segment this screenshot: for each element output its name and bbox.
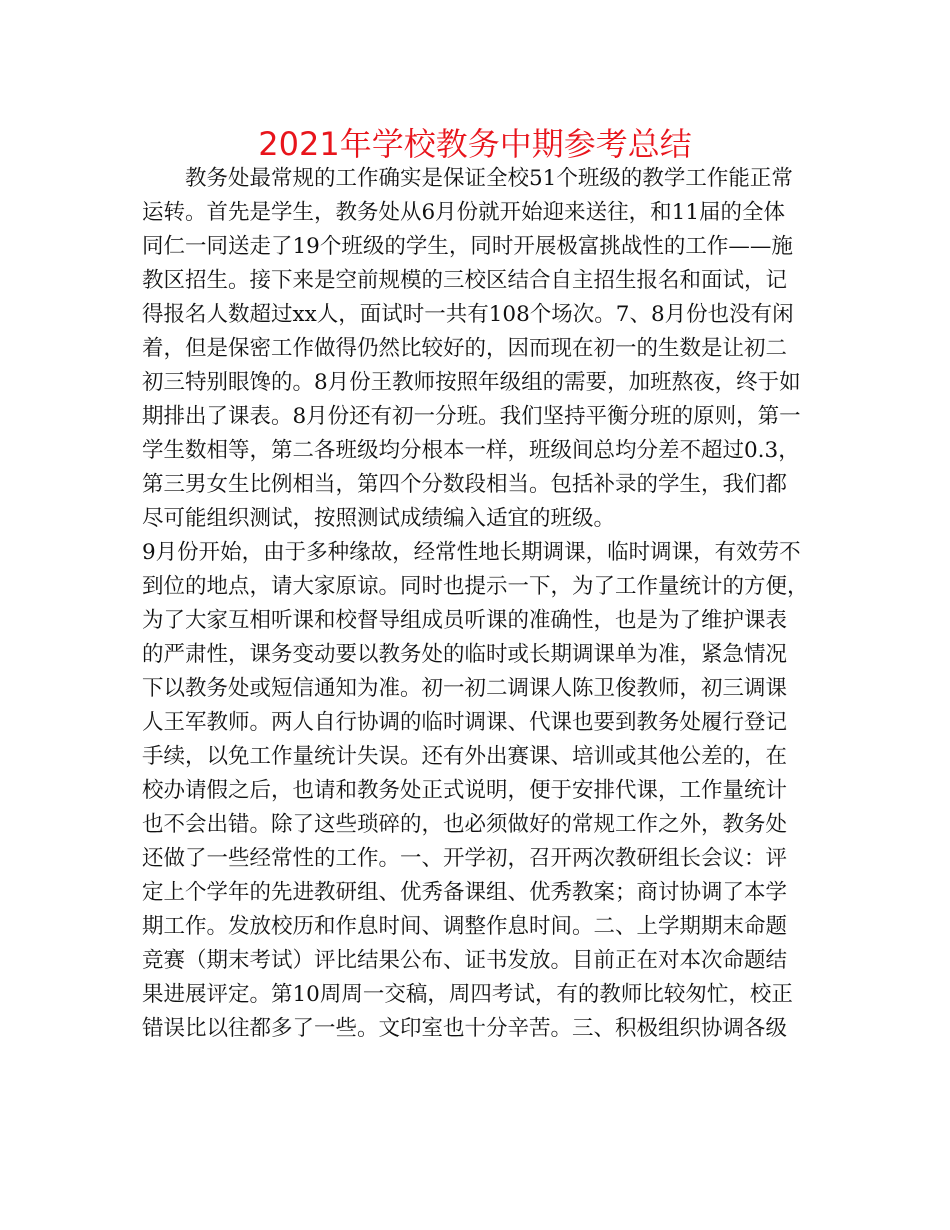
body-line: 教务处最常规的工作确实是保证全校51个班级的教学工作能正常 — [185, 166, 793, 191]
body-line: 错误比以往都多了一些。文印室也十分辛苦。三、积极组织协调各级 — [142, 1016, 788, 1041]
body-line: 还做了一些经常性的工作。一、开学初，召开两次教研组长会议：评 — [142, 846, 788, 871]
body-line: 也不会出错。除了这些琐碎的，也必须做好的常规工作之外，教务处 — [142, 812, 788, 837]
body-line: 教区招生。接下来是空前规模的三校区结合自主招生报名和面试，记 — [142, 268, 788, 293]
body-line: 期排出了课表。8月份还有初一分班。我们坚持平衡分班的原则，第一 — [142, 404, 801, 429]
body-line: 果进展评定。第10周周一交稿，周四考试，有的教师比较匆忙，校正 — [142, 982, 793, 1007]
body-line: 学生数相等，第二各班级均分根本一样，班级间总均分差不超过0.3， — [142, 438, 800, 463]
body-line: 手续，以免工作量统计失误。还有外出赛课、培训或其他公差的，在 — [142, 744, 788, 769]
body-line: 校办请假之后，也请和教务处正式说明，便于安排代课，工作量统计 — [142, 778, 788, 803]
body-line: 定上个学年的先进教研组、优秀备课组、优秀教案；商讨协调了本学 — [142, 880, 788, 905]
body-line: 到位的地点，请大家原谅。同时也提示一下，为了工作量统计的方便， — [142, 574, 809, 599]
document-title: 2021年学校教务中期参考总结 — [258, 125, 692, 163]
body-line: 初三特别眼馋的。8月份王教师按照年级组的需要，加班熬夜，终于如 — [142, 370, 801, 395]
body-line: 尽可能组织测试，按照测试成绩编入适宜的班级。 — [142, 506, 616, 531]
body-line: 得报名人数超过xx人，面试时一共有108个场次。7、8月份也没有闲 — [142, 302, 794, 327]
body-line: 运转。首先是学生，教务处从6月份就开始迎来送往，和11届的全体 — [142, 200, 786, 225]
body-line: 9月份开始，由于多种缘故，经常性地长期调课，临时调课，有效劳不 — [142, 540, 801, 565]
body-line: 着，但是保密工作做得仍然比较好的，因而现在初一的生数是让初二 — [142, 336, 788, 361]
body-line: 同仁一同送走了19个班级的学生，同时开展极富挑战性的工作——施 — [142, 234, 793, 259]
body-line: 为了大家互相听课和校督导组成员听课的准确性，也是为了维护课表 — [142, 608, 788, 633]
body-line: 竞赛（期末考试）评比结果公布、证书发放。目前正在对本次命题结 — [142, 948, 788, 973]
body-line: 期工作。发放校历和作息时间、调整作息时间。二、上学期期末命题 — [142, 914, 788, 939]
body-line: 第三男女生比例相当，第四个分数段相当。包括补录的学生，我们都 — [142, 472, 788, 497]
body-line: 人王军教师。两人自行协调的临时调课、代课也要到教务处履行登记 — [142, 710, 788, 735]
body-line: 的严肃性，课务变动要以教务处的临时或长期调课单为准，紧急情况 — [142, 642, 788, 667]
body-line: 下以教务处或短信通知为准。初一初二调课人陈卫俊教师，初三调课 — [142, 676, 788, 701]
